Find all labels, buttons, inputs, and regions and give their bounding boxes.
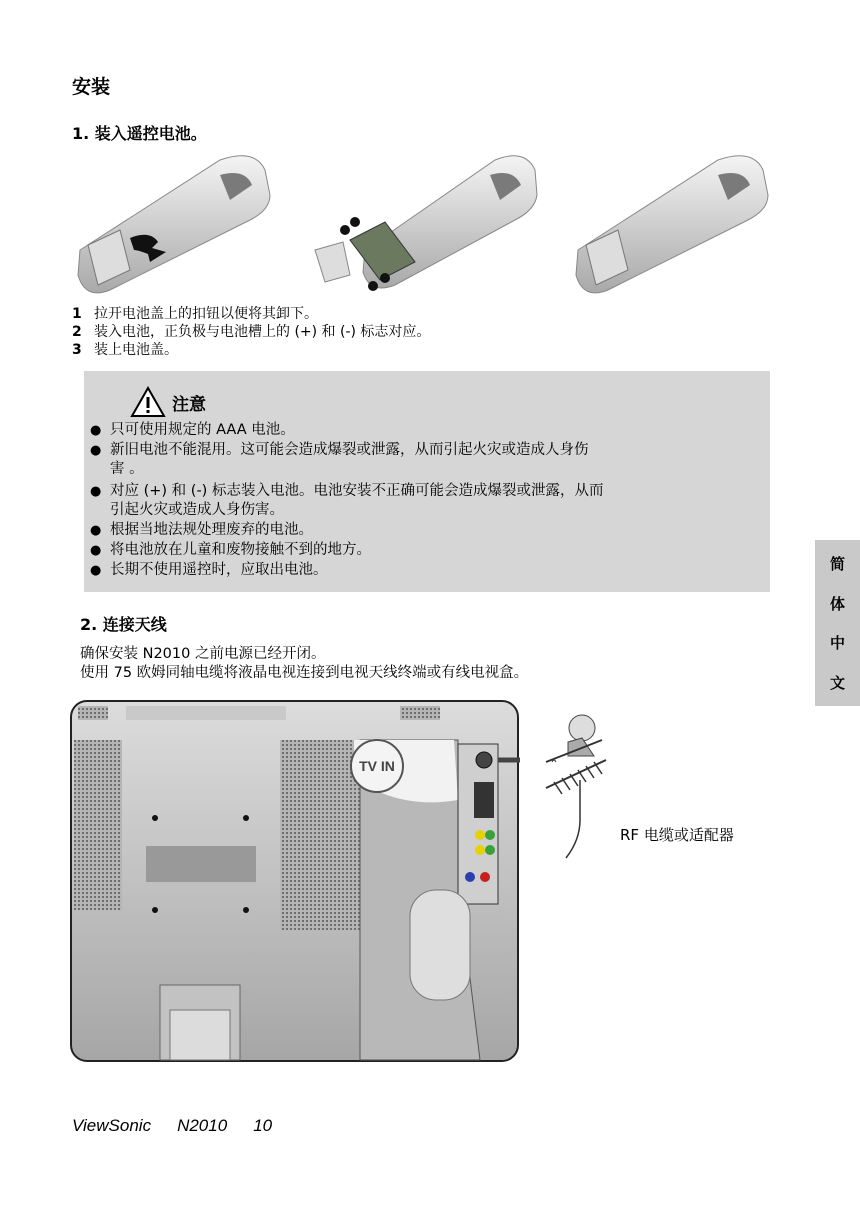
caution-item: ● 将电池放在儿童和废物接触不到的地方。 <box>90 542 371 558</box>
footer-brand: ViewSonic <box>72 1116 152 1135</box>
page-footer <box>72 1116 298 1136</box>
caution-title <box>130 386 206 418</box>
antenna-jack <box>476 752 492 768</box>
caution-item-text: 对应 (+) 和 (-) 标志装入电池。电池安装不正确可能会造成爆裂或泄露，从而 <box>110 483 604 499</box>
step-2 <box>72 323 430 341</box>
remote-insert-batteries <box>315 156 537 291</box>
antenna-illustration <box>540 710 620 860</box>
rf-cable-label: RF 电缆或适配器 <box>620 826 734 844</box>
step-3 <box>72 341 178 359</box>
step-text: 装上电池盖。 <box>94 342 178 358</box>
step-text: 装入电池，正负极与电池槽上的 (+) 和 (-) 标志对应。 <box>94 324 431 340</box>
section-heading-batteries: 1. 装入遥控电池。 <box>72 124 207 143</box>
section-heading-antenna: 2. 连接天线 <box>80 615 167 634</box>
step-text: 拉开电池盖上的扣钮以便将其卸下。 <box>94 306 318 322</box>
caution-item-text: 只可使用规定的 AAA 电池。 <box>110 422 295 438</box>
caution-item: ● 对应 (+) 和 (-) 标志装入电池。电池安装不正确可能会造成爆裂或泄露，从而 引起火灾或造成人身伤害。 <box>90 482 750 520</box>
antenna-instruction-1: 确保安装 N2010 之前电源已经开闭。 <box>80 646 326 662</box>
footer-model: N2010 <box>177 1116 228 1135</box>
step-number: 1 <box>72 306 82 322</box>
tv-back-illustration <box>70 700 520 1064</box>
caution-item-text-cont: 害 。 <box>110 461 144 477</box>
caution-title-text: 注意 <box>172 394 206 415</box>
side-tab-char: 简 <box>829 555 845 574</box>
remote-open-cover <box>78 156 270 293</box>
caution-item: ● 根据当地法规处理废弃的电池。 <box>90 522 313 538</box>
language-side-tab <box>815 540 860 706</box>
caution-item-text-cont: 引起火灾或造成人身伤害。 <box>110 502 284 518</box>
antenna-instruction-2: 使用 75 欧姆同轴电缆将液晶电视连接到电视天线终端或有线电视盒。 <box>80 665 529 681</box>
side-tab-char: 文 <box>829 673 845 692</box>
caution-item-text: 将电池放在儿童和废物接触不到的地方。 <box>110 542 371 558</box>
footer-page-number: 10 <box>253 1116 273 1135</box>
caution-item-text: 根据当地法规处理废弃的电池。 <box>110 522 313 538</box>
caution-item-text: 新旧电池不能混用。这可能会造成爆裂或泄露，从而引起火灾或造成人身伤 <box>110 442 589 458</box>
side-tab-char: 中 <box>829 634 845 653</box>
caution-item: ● 只可使用规定的 AAA 电池。 <box>90 422 295 438</box>
warning-icon <box>130 386 166 418</box>
tv-in-label: TV IN <box>359 758 395 774</box>
remote-closed-cover <box>576 156 768 293</box>
step-number: 2 <box>72 324 82 340</box>
step-number: 3 <box>72 342 82 358</box>
remote-battery-illustration <box>70 150 770 300</box>
step-1 <box>72 305 318 323</box>
page-title: 安装 <box>72 76 111 98</box>
caution-item: ● 新旧电池不能混用。这可能会造成爆裂或泄露，从而引起火灾或造成人身伤 害 。 <box>90 441 750 479</box>
side-tab-char: 体 <box>829 594 845 613</box>
caution-item-text: 长期不使用遥控时，应取出电池。 <box>110 562 328 578</box>
caution-item: ● 长期不使用遥控时，应取出电池。 <box>90 562 328 578</box>
